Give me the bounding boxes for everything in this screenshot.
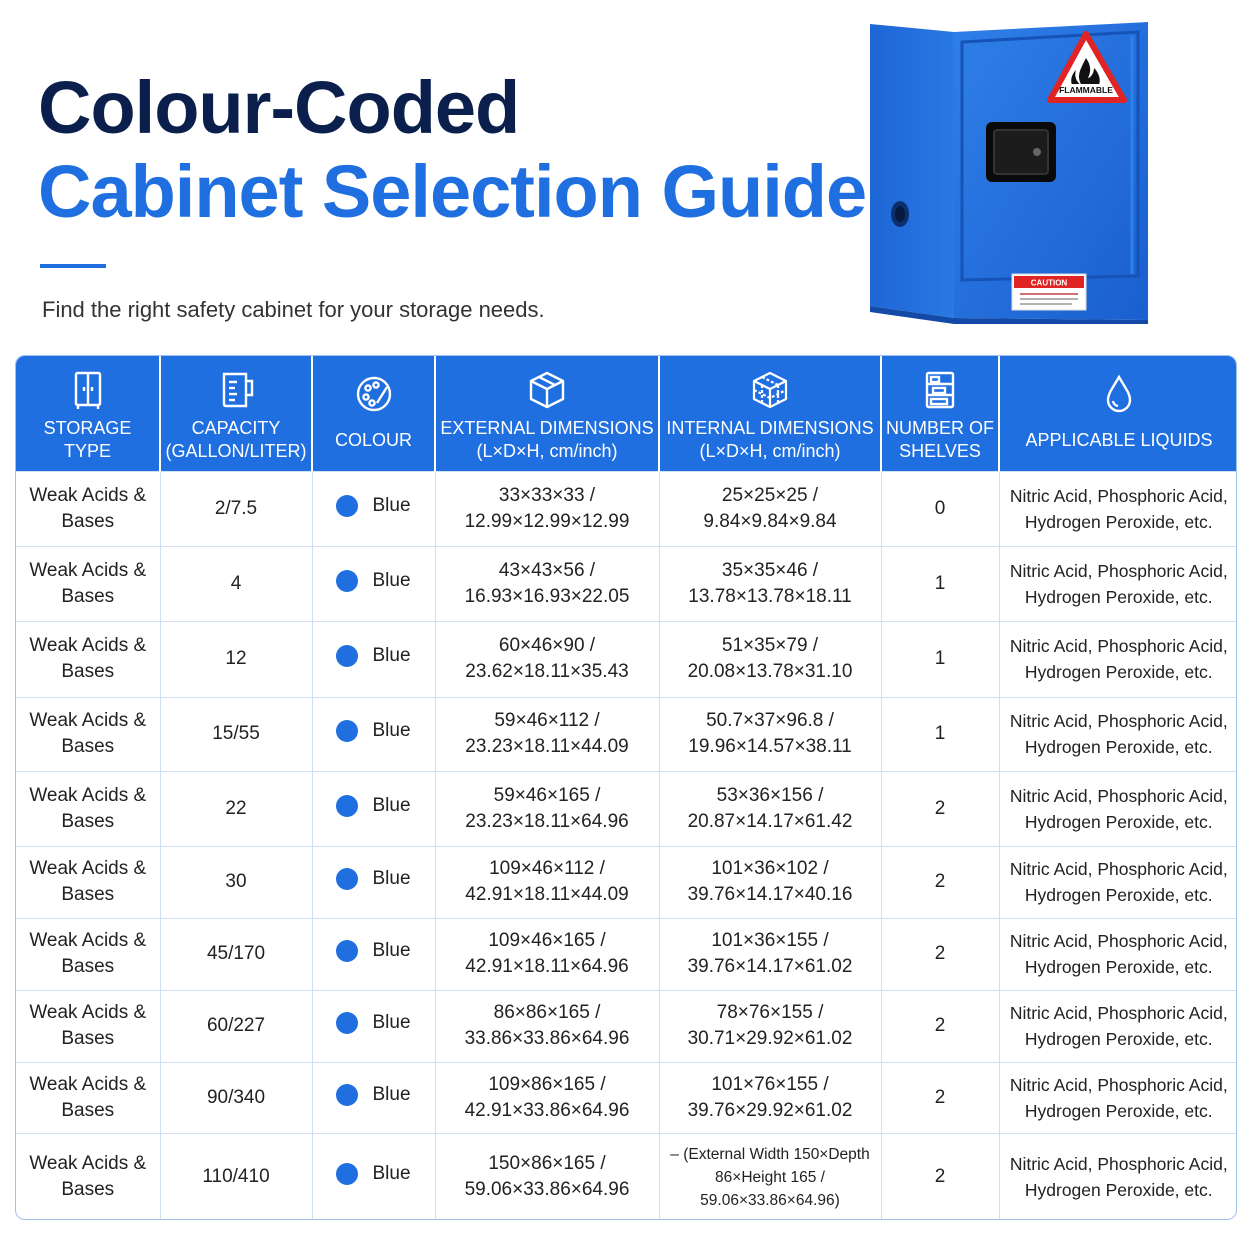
header-capacity <box>160 356 312 471</box>
shelves-cell: 2 <box>881 990 999 1062</box>
external-cm: 60×46×90 / <box>498 635 596 656</box>
title-line-2: Cabinet Selection Guide <box>38 150 867 233</box>
colour-cell <box>312 1062 435 1133</box>
shelves-cell: 1 <box>881 621 999 697</box>
internal-line1: 25×25×25 / <box>721 484 819 506</box>
page-title <box>38 66 866 234</box>
colour-label: Blue <box>372 868 411 889</box>
measuring-jug-icon <box>215 369 257 411</box>
blue-dot-icon <box>336 570 358 592</box>
storage-type-line1: Weak Acids & <box>29 784 147 806</box>
external-dimensions-cell <box>435 846 659 918</box>
storage-type-line1: Weak Acids & <box>29 710 147 731</box>
external-cm: 150×86×165 / <box>488 1153 606 1175</box>
colour-label: Blue <box>372 494 411 516</box>
liquids-line1: Nitric Acid, Phosphoric Acid, <box>1009 1154 1228 1175</box>
table-row <box>16 1062 1237 1133</box>
external-dimensions-cell <box>435 1062 659 1133</box>
storage-type-line2: Bases <box>61 1179 115 1201</box>
applicable-liquids-cell <box>999 697 1237 771</box>
liquids-line1: Nitric Acid, Phosphoric Acid, <box>1009 1003 1228 1023</box>
capacity-cell: 22 <box>160 771 312 846</box>
shelves-cell: 1 <box>881 697 999 771</box>
header-storage-type-line1: STORAGE <box>43 417 132 438</box>
colour-label: Blue <box>372 1163 411 1185</box>
table-row <box>16 697 1237 771</box>
external-inch: 23.23×18.11×64.96 <box>465 810 629 832</box>
storage-type-cell <box>16 1062 160 1133</box>
storage-type-line1: Weak Acids & <box>29 1002 147 1023</box>
storage-type-line2: Bases <box>61 1028 115 1049</box>
table-row <box>16 990 1237 1062</box>
liquids-line2: Hydrogen Peroxide, etc. <box>1024 511 1213 532</box>
shelves-cell: 2 <box>881 918 999 990</box>
storage-type-cell <box>16 846 160 918</box>
liquids-line1: Nitric Acid, Phosphoric Acid, <box>1009 711 1228 731</box>
box-icon <box>526 369 568 411</box>
header-internal-line1: INTERNAL DIMENSIONS <box>666 417 874 438</box>
header-external-dimensions <box>435 356 659 471</box>
colour-label: Blue <box>372 645 411 666</box>
storage-type-cell <box>16 471 160 546</box>
liquids-line2: Hydrogen Peroxide, etc. <box>1024 1180 1213 1201</box>
colour-cell <box>312 771 435 846</box>
table-row <box>16 546 1237 621</box>
applicable-liquids-cell <box>999 1133 1237 1220</box>
liquids-line2: Hydrogen Peroxide, etc. <box>1024 811 1213 832</box>
external-dimensions-cell <box>435 990 659 1062</box>
external-inch: 42.91×18.11×44.09 <box>465 884 629 905</box>
header-colour <box>312 356 435 471</box>
storage-type-line2: Bases <box>61 585 115 607</box>
blue-dot-icon <box>336 868 358 890</box>
table-row <box>16 918 1237 990</box>
external-inch: 42.91×33.86×64.96 <box>464 1099 630 1121</box>
storage-type-cell <box>16 697 160 771</box>
liquids-line2: Hydrogen Peroxide, etc. <box>1024 1100 1213 1121</box>
palette-icon <box>353 373 395 415</box>
internal-line1: 101×36×155 / <box>711 930 829 951</box>
header-capacity-line1: CAPACITY <box>191 417 281 438</box>
internal-dimensions-cell <box>659 546 881 621</box>
blue-dot-icon <box>336 645 358 667</box>
internal-dimensions-cell <box>659 1062 881 1133</box>
cabinet-selection-table <box>15 355 1237 1220</box>
applicable-liquids-cell <box>999 621 1237 697</box>
colour-cell <box>312 846 435 918</box>
storage-type-cell <box>16 918 160 990</box>
storage-type-line2: Bases <box>61 661 115 682</box>
external-inch: 42.91×18.11×64.96 <box>465 956 629 977</box>
external-dimensions-cell <box>435 1133 659 1220</box>
table-row <box>16 771 1237 846</box>
capacity-cell: 60/227 <box>160 990 312 1062</box>
colour-cell <box>312 471 435 546</box>
external-dimensions-cell <box>435 621 659 697</box>
liquids-line2: Hydrogen Peroxide, etc. <box>1024 1029 1213 1049</box>
internal-line1: 51×35×79 / <box>721 635 819 656</box>
colour-cell <box>312 918 435 990</box>
storage-type-line1: Weak Acids & <box>29 930 147 951</box>
liquids-line1: Nitric Acid, Phosphoric Acid, <box>1009 931 1228 951</box>
storage-type-line2: Bases <box>61 1099 115 1121</box>
shelves-cell: 2 <box>881 771 999 846</box>
capacity-cell: 12 <box>160 621 312 697</box>
header-applicable-liquids <box>999 356 1237 471</box>
external-dimensions-cell <box>435 697 659 771</box>
internal-line2: 20.08×13.78×31.10 <box>687 661 853 682</box>
liquids-line1: Nitric Acid, Phosphoric Acid, <box>1009 859 1228 879</box>
liquids-line2: Hydrogen Peroxide, etc. <box>1024 737 1213 757</box>
internal-line2: 19.96×14.57×38.11 <box>688 736 852 757</box>
external-cm: 109×86×165 / <box>488 1073 606 1095</box>
external-inch: 23.23×18.11×44.09 <box>465 736 629 757</box>
blue-dot-icon <box>336 1163 358 1185</box>
storage-type-line1: Weak Acids & <box>29 1073 147 1095</box>
external-cm: 109×46×112 / <box>489 858 605 879</box>
internal-line2: 39.76×14.17×40.16 <box>687 884 853 905</box>
storage-type-cell <box>16 1133 160 1220</box>
colour-cell <box>312 546 435 621</box>
caution-label: CAUTION <box>1030 278 1068 288</box>
storage-type-cell <box>16 990 160 1062</box>
liquids-line1: Nitric Acid, Phosphoric Acid, <box>1009 485 1228 506</box>
external-cm: 33×33×33 / <box>498 484 596 506</box>
storage-type-line1: Weak Acids & <box>29 484 147 506</box>
external-cm: 43×43×56 / <box>498 559 596 581</box>
title-line-1: Colour-Coded <box>38 66 520 149</box>
applicable-liquids-cell <box>999 918 1237 990</box>
table-row <box>16 471 1237 546</box>
storage-type-cell <box>16 546 160 621</box>
storage-type-cell <box>16 771 160 846</box>
storage-type-line2: Bases <box>61 510 115 532</box>
blue-dot-icon <box>336 495 358 517</box>
shelves-cell: 0 <box>881 471 999 546</box>
flammable-label: FLAMMABLE <box>1059 85 1113 95</box>
internal-line2: 9.84×9.84×9.84 <box>703 510 837 532</box>
external-dimensions-cell <box>435 471 659 546</box>
applicable-liquids-cell <box>999 546 1237 621</box>
internal-line3: 59.06×33.86×64.96) <box>700 1191 840 1209</box>
applicable-liquids-cell <box>999 846 1237 918</box>
storage-type-line2: Bases <box>61 884 115 905</box>
liquids-line2: Hydrogen Peroxide, etc. <box>1024 885 1213 905</box>
header-storage-type-line2: TYPE <box>63 440 111 461</box>
table-row <box>16 846 1237 918</box>
internal-line1: 101×76×155 / <box>711 1073 829 1095</box>
shelves-cell: 2 <box>881 846 999 918</box>
internal-line1: 50.7×37×96.8 / <box>706 710 834 731</box>
applicable-liquids-cell <box>999 1062 1237 1133</box>
capacity-cell: 15/55 <box>160 697 312 771</box>
header-storage-type <box>16 356 160 471</box>
internal-dimensions-cell <box>659 846 881 918</box>
storage-type-line1: Weak Acids & <box>29 635 147 656</box>
colour-cell <box>312 1133 435 1220</box>
colour-label: Blue <box>372 940 411 961</box>
colour-cell <box>312 697 435 771</box>
liquids-line1: Nitric Acid, Phosphoric Acid, <box>1009 560 1228 581</box>
storage-type-line2: Bases <box>61 956 115 977</box>
colour-cell <box>312 621 435 697</box>
liquids-line1: Nitric Acid, Phosphoric Acid, <box>1009 785 1228 806</box>
liquids-line2: Hydrogen Peroxide, etc. <box>1024 662 1213 682</box>
shelves-cell: 2 <box>881 1133 999 1220</box>
blue-dot-icon <box>336 795 358 817</box>
capacity-cell: 90/340 <box>160 1062 312 1133</box>
capacity-cell: 2/7.5 <box>160 471 312 546</box>
blue-dot-icon <box>336 1012 358 1034</box>
title-divider <box>40 264 106 268</box>
internal-line2: 39.76×14.17×61.02 <box>687 956 853 977</box>
internal-dimensions-cell <box>659 990 881 1062</box>
colour-label: Blue <box>372 1012 411 1033</box>
capacity-cell: 30 <box>160 846 312 918</box>
internal-line1: 53×36×156 / <box>716 784 824 806</box>
internal-line2: 39.76×29.92×61.02 <box>687 1099 853 1121</box>
colour-label: Blue <box>372 569 411 591</box>
shelves-cell: 1 <box>881 546 999 621</box>
header-number-of-shelves <box>881 356 999 471</box>
external-cm: 59×46×112 / <box>494 710 600 731</box>
applicable-liquids-cell <box>999 990 1237 1062</box>
cabinet-icon <box>67 369 109 411</box>
colour-cell <box>312 990 435 1062</box>
colour-label: Blue <box>372 720 411 741</box>
internal-line1: 78×76×155 / <box>716 1002 824 1023</box>
internal-line2: 20.87×14.17×61.42 <box>687 810 853 832</box>
header-internal-line2: (L×D×H, cm/inch) <box>699 440 841 461</box>
internal-dimensions-cell <box>659 697 881 771</box>
header-capacity-line2: (GALLON/LITER) <box>165 440 307 461</box>
blue-cabinet-image <box>862 18 1162 336</box>
external-inch: 59.06×33.86×64.96 <box>464 1179 630 1201</box>
capacity-cell: 45/170 <box>160 918 312 990</box>
internal-line2: 13.78×13.78×18.11 <box>688 585 852 607</box>
internal-dimensions-cell <box>659 621 881 697</box>
header-liquids-line1: APPLICABLE LIQUIDS <box>1025 429 1213 450</box>
liquids-line1: Nitric Acid, Phosphoric Acid, <box>1009 1074 1228 1095</box>
table-header-row <box>16 356 1237 471</box>
internal-dimensions-cell <box>659 771 881 846</box>
colour-label: Blue <box>372 1083 411 1105</box>
external-dimensions-cell <box>435 918 659 990</box>
subtitle: Find the right safety cabinet for your storage needs. <box>42 297 545 322</box>
external-cm: 59×46×165 / <box>493 784 601 806</box>
applicable-liquids-cell <box>999 471 1237 546</box>
internal-dimensions-cell <box>659 471 881 546</box>
blue-dot-icon <box>336 720 358 742</box>
cube-dimension-icon <box>749 369 791 411</box>
header-shelves-line2: SHELVES <box>899 440 981 461</box>
shelves-icon <box>919 369 961 411</box>
storage-type-cell <box>16 621 160 697</box>
table-row <box>16 621 1237 697</box>
external-cm: 86×86×165 / <box>493 1002 601 1023</box>
capacity-cell: 110/410 <box>160 1133 312 1220</box>
external-inch: 16.93×16.93×22.05 <box>464 585 630 607</box>
external-cm: 109×46×165 / <box>488 930 606 951</box>
header-external-line2: (L×D×H, cm/inch) <box>476 440 618 461</box>
external-inch: 12.99×12.99×12.99 <box>464 510 630 532</box>
header-external-line1: EXTERNAL DIMENSIONS <box>440 417 654 438</box>
external-inch: 23.62×18.11×35.43 <box>465 661 629 682</box>
table-row <box>16 1133 1237 1220</box>
internal-dimensions-cell <box>659 918 881 990</box>
header-internal-dimensions <box>659 356 881 471</box>
internal-line2: 86×Height 165 / <box>715 1168 825 1186</box>
colour-label: Blue <box>372 794 411 816</box>
applicable-liquids-cell <box>999 771 1237 846</box>
liquids-line2: Hydrogen Peroxide, etc. <box>1024 957 1213 977</box>
external-dimensions-cell <box>435 771 659 846</box>
liquids-line1: Nitric Acid, Phosphoric Acid, <box>1009 636 1228 656</box>
storage-type-line1: Weak Acids & <box>29 559 147 581</box>
header-shelves-line1: NUMBER OF <box>886 417 994 438</box>
shelves-cell: 2 <box>881 1062 999 1133</box>
internal-dimensions-cell <box>659 1133 881 1220</box>
storage-type-line2: Bases <box>61 810 115 832</box>
droplet-icon <box>1098 373 1140 415</box>
internal-line1: 35×35×46 / <box>721 559 819 581</box>
blue-dot-icon <box>336 1084 358 1106</box>
internal-line1: – (External Width 150×Depth <box>670 1145 870 1163</box>
header-colour-line1: COLOUR <box>334 429 412 450</box>
capacity-cell: 4 <box>160 546 312 621</box>
storage-type-line1: Weak Acids & <box>29 1153 147 1175</box>
liquids-line2: Hydrogen Peroxide, etc. <box>1024 586 1213 607</box>
external-inch: 33.86×33.86×64.96 <box>464 1028 630 1049</box>
blue-dot-icon <box>336 940 358 962</box>
external-dimensions-cell <box>435 546 659 621</box>
internal-line1: 101×36×102 / <box>711 858 829 879</box>
internal-line2: 30.71×29.92×61.02 <box>687 1028 853 1049</box>
storage-type-line1: Weak Acids & <box>29 858 147 879</box>
storage-type-line2: Bases <box>61 736 115 757</box>
